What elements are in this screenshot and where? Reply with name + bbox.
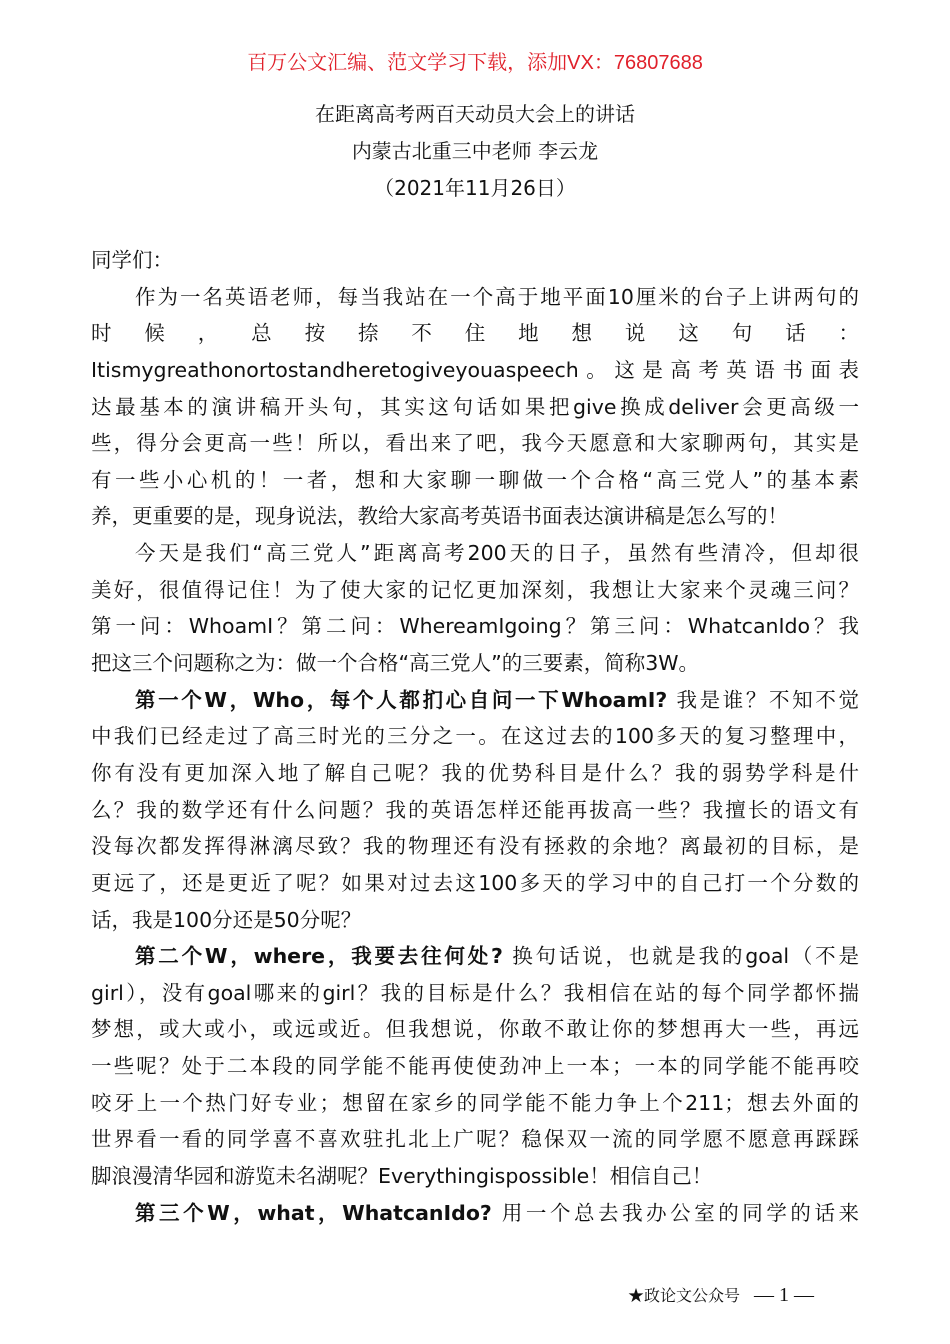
text-line: [91, 352, 859, 389]
page-footer: [628, 1283, 814, 1307]
author-line: 内蒙古北重三中老师 李云龙: [351, 139, 599, 163]
text-line: [91, 462, 859, 499]
line-text: 话，我是100分还是50分呢？: [91, 907, 362, 932]
line-text: 中我们已经走过了高三时光的三分之一。在这过去的100多天的复习整理中，: [91, 724, 859, 749]
text-line: [91, 389, 859, 426]
text-line: [91, 535, 859, 572]
text-line: [91, 1085, 859, 1122]
line-text: 把这三个问题称之为：做一个合格“高三党人”的三要素，简称3W。: [91, 651, 700, 676]
footer-label: ★政论文公众号: [628, 1288, 741, 1305]
text-line: [91, 682, 859, 719]
line-text: 换句话说，也就是我的goal（不是: [502, 944, 859, 969]
page-number: — 1 —: [754, 1284, 815, 1306]
bold-heading: 第三个W，what，WhatcanIdo?: [135, 1200, 492, 1225]
text-line: [91, 1158, 859, 1195]
line-text: 作为一名英语老师，每当我站在一个高于地平面10厘米的台子上讲两句的: [135, 284, 859, 309]
text-line: [91, 902, 859, 939]
date-line: （2021年11月26日）: [374, 176, 576, 200]
text-line: [91, 279, 859, 316]
text-line: [91, 1048, 859, 1085]
line-text: 么？我的数学还有什么问题？我的英语怎样还能再拔高一些？我擅长的语文有: [91, 797, 859, 822]
text-line: [91, 1195, 859, 1232]
line-text: 达最基本的演讲稿开头句，其实这句话如果把give换成deliver会更高级一: [91, 394, 859, 419]
line-text: Itismygreathonortostandheretogiveyouaspeech。这是高考英语书面表: [91, 357, 859, 382]
line-text: 第一问：WhoamI？第二问：WhereamIgoing？第三问：WhatcanIdo？我: [91, 614, 859, 639]
line-text: 养，更重要的是，现身说法，教给大家高考英语书面表达演讲稿是怎么写的！: [91, 504, 788, 529]
text-line: [91, 242, 859, 279]
text-line: [91, 938, 859, 975]
bold-heading: 第二个W，where，我要去往何处?: [135, 944, 503, 969]
line-text: 世界看一看的同学喜不喜欢驻扎北上广呢？稳保双一流的同学愿不愿意再踩踩: [91, 1127, 859, 1152]
line-text: 今天是我们“高三党人”距离高考200天的日子，虽然有些清冷，但却很: [135, 541, 859, 566]
text-line: [91, 975, 859, 1012]
text-line: [91, 315, 859, 352]
text-line: [91, 755, 859, 792]
line-text: 时 候 ， 总 按 捺 不 住 地 想 说 这 句 话 ：: [91, 321, 859, 346]
text-line: [91, 1011, 859, 1048]
line-text: 同学们：: [91, 248, 173, 272]
text-line: [91, 498, 859, 535]
line-text: 些，得分会更高一些！所以，看出来了吧，我今天愿意和大家聊两句，其实是: [91, 431, 859, 456]
line-text: 用一个总去我办公室的同学的话来: [491, 1200, 859, 1225]
line-text: 更远了，还是更近了呢？如果对过去这100多天的学习中的自己打一个分数的: [91, 870, 859, 895]
text-line: [91, 1121, 859, 1158]
document-title: 在距离高考两百天动员大会上的讲话: [315, 102, 635, 126]
bold-heading: 第一个W，Who，每个人都扪心自问一下WhoamI?: [135, 687, 668, 712]
watermark-banner: 百万公文汇编、范文学习下载，添加VX：76807688: [247, 52, 703, 74]
text-line: [91, 718, 859, 755]
line-text: 你有没有更加深入地了解自己呢？我的优势科目是什么？我的弱势学科是什: [91, 760, 859, 785]
text-line: [91, 608, 859, 645]
line-text: 没每次都发挥得淋漓尽致？我的物理还有没有拯救的余地？离最初的目标，是: [91, 834, 859, 859]
line-text: 一些呢？处于二本段的同学能不能再使使劲冲上一本；一本的同学能不能再咬: [91, 1054, 859, 1079]
line-text: 脚浪漫清华园和游览未名湖呢？Everythingispossible！相信自己！: [91, 1164, 713, 1189]
line-text: 梦想，或大或小，或远或近。但我想说，你敢不敢让你的梦想再大一些，再远: [91, 1017, 859, 1042]
text-line: [91, 792, 859, 829]
text-line: [91, 828, 859, 865]
text-line: [91, 425, 859, 462]
text-line: [91, 572, 859, 609]
text-line: [91, 865, 859, 902]
line-text: 我是谁？不知不觉: [667, 687, 859, 712]
line-text: 咬牙上一个热门好专业；想留在家乡的同学能不能力争上个211；想去外面的: [91, 1090, 859, 1115]
line-text: 美好，很值得记住！为了使大家的记忆更加深刻，我想让大家来个灵魂三问？: [91, 577, 859, 602]
line-text: girl），没有goal哪来的girl？我的目标是什么？我相信在站的每个同学都怀揣: [91, 980, 859, 1005]
document-body: [91, 242, 859, 1231]
line-text: 有一些小心机的！一者，想和大家聊一聊做一个合格“高三党人”的基本素: [91, 467, 859, 492]
text-line: [91, 645, 859, 682]
